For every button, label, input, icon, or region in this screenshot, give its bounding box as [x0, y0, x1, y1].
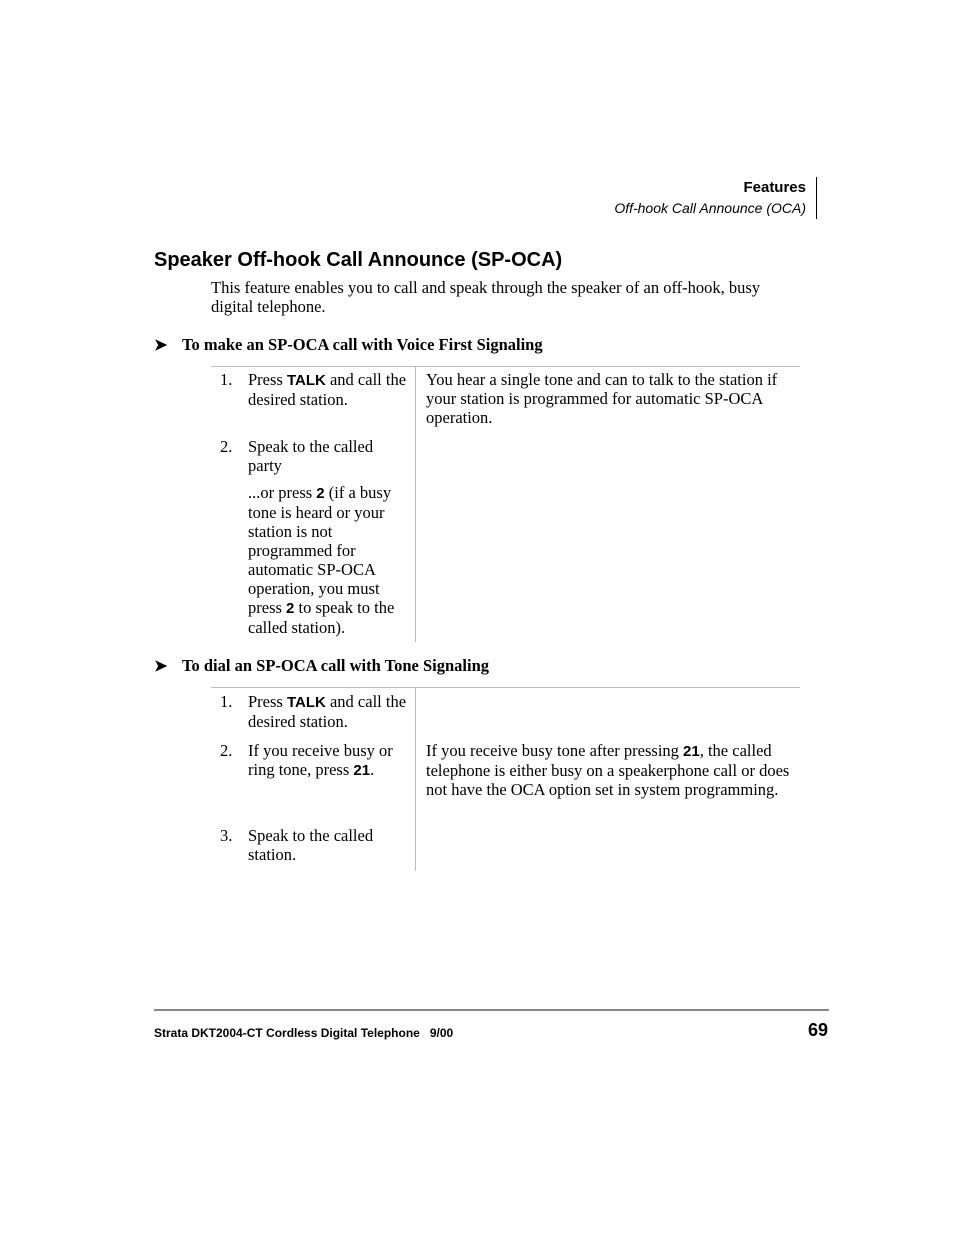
procedure-heading-text: To dial an SP-OCA call with Tone Signaling [182, 656, 490, 675]
footer-text: Strata DKT2004-CT Cordless Digital Telephone 9/00 [154, 1026, 454, 1040]
procedure-heading-voice-first [154, 335, 543, 356]
step-text: Speak to the called party [248, 437, 374, 475]
key-21: 21 [683, 743, 700, 760]
step-text: Speak to the called station. [248, 826, 374, 864]
key-21: 21 [353, 762, 371, 779]
talk-key: TALK [286, 372, 326, 389]
step-number: 3. [220, 826, 233, 845]
step-text: If you receive busy or ring tone, press 21. [248, 741, 393, 779]
procedure-heading-tone-signaling [154, 656, 489, 677]
page-number: 69 [807, 1020, 828, 1040]
procedure-table-voice-first [211, 366, 800, 642]
key-2: 2 [316, 485, 325, 502]
step-2-note: If you receive busy tone after pressing 21, the called telephone is either busy on a speakerphone call or does not have the OCA option set in system programming. [426, 741, 790, 799]
talk-key: TALK [286, 694, 326, 711]
key-2: 2 [286, 600, 295, 617]
step-text: Press TALK and call the desired station. [248, 370, 407, 409]
step-1-note: You hear a single tone and can to talk to the station if your station is programmed for automatic SP-OCA operation. [426, 370, 778, 427]
header-subsection: Off-hook Call Announce (OCA) [614, 200, 806, 216]
footer-rule [154, 1009, 829, 1011]
step-number: 1. [220, 692, 233, 711]
intro-paragraph: This feature enables you to call and speak through the speaker of an off-hook, busy digital telephone. [211, 278, 761, 316]
procedure-heading-text: To make an SP-OCA call with Voice First Signaling [182, 335, 543, 354]
procedure-table-tone-signaling [211, 687, 800, 871]
step-text: ...or press 2 (if a busy tone is heard or your station is not programmed for automatic SP-OCA operation, you must press 2 to speak to the called station). [248, 483, 395, 637]
step-number: 2. [220, 741, 233, 760]
arrow-icon: ➤ [154, 337, 168, 354]
step-text: Press TALK and call the desired station. [248, 692, 407, 731]
arrow-icon: ➤ [154, 658, 168, 675]
page-title: Speaker Off-hook Call Announce (SP-OCA) [154, 249, 563, 271]
step-number: 2. [220, 437, 233, 456]
step-number: 1. [220, 370, 233, 389]
header-section: Features [743, 179, 806, 196]
running-header [614, 177, 817, 219]
